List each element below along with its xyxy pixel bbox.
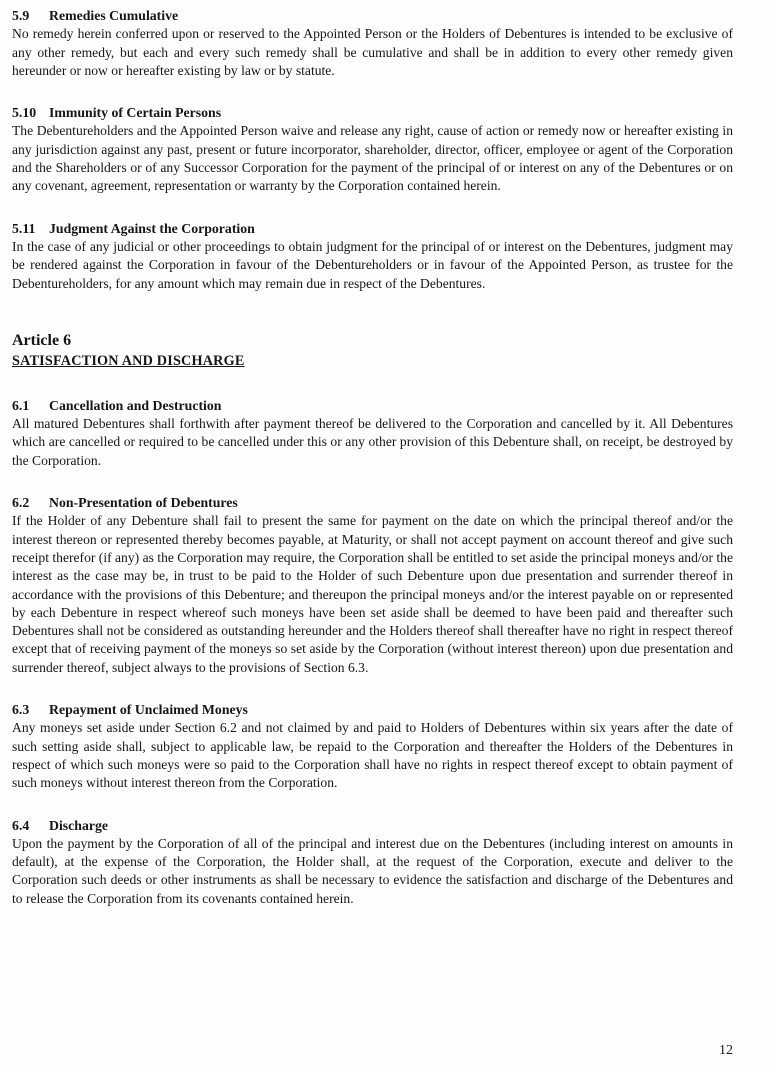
section-heading: [12, 220, 733, 238]
section-number: 5.9: [12, 8, 30, 23]
section-body: In the case of any judicial or other proceedings to obtain judgment for the principal of or interest on the Debentures, judgment may be rendered against the Corporation in favour of the Debentureholders or in favour of the Appointed Person, as trustee for the Debentureholders, for any amount which may remain due in respect of the Debentures.: [12, 238, 733, 291]
section-body: Any moneys set aside under Section 6.2 and not claimed by and paid to Holders of Debentures within six years after the date of such setting aside shall, subject to applicable law, be repaid to the Corporation and thereafter the Holders of the Debentures in respect of which such moneys were so paid to the Corporation shall have no rights in respect thereof except to obtain payment of such moneys without interest thereon from the Corporation.: [12, 720, 733, 791]
section-5-9: [12, 7, 733, 80]
section-title: Discharge: [49, 817, 109, 833]
section-number: 6.2: [12, 495, 30, 511]
section-6-4: [12, 817, 733, 908]
section-heading: [12, 104, 733, 122]
section-body: Upon the payment by the Corporation of all of the principal and interest due on the Debentures (including interest on amounts in default), at the expense of the Corporation, the Holder shall, at the request of the Corporation, execute and deliver to the Corporation such deeds or other instruments as shall be necessary to evidence the satisfaction and discharge of the Debentures and to release the Corporation from its covenants contained herein.: [12, 835, 733, 906]
section-6-2: [12, 494, 733, 677]
section-6-1: [12, 397, 733, 470]
section-number: 6.1: [12, 397, 30, 413]
section-heading: [12, 397, 733, 415]
article-label: Article 6: [12, 331, 72, 349]
section-title: Judgment Against the Corporation: [49, 220, 255, 236]
article-heading: [12, 331, 733, 371]
section-body: The Debentureholders and the Appointed Person waive and release any right, cause of action or remedy now or hereafter existing in any jurisdiction against any past, present or future incorporator, shareholder, director, officer, employee or agent of the Corporation and the Shareholders or of any Successor Corporation for the payment of the principal of or interest on any of the Debentures or on any covenant, agreement, representation or warranty by the Corporation contained herein.: [12, 123, 733, 194]
section-heading: [12, 7, 733, 25]
section-number: 5.10: [12, 105, 37, 121]
section-5-11: [12, 220, 733, 293]
section-number: 6.3: [12, 702, 30, 718]
section-title: Remedies Cumulative: [49, 8, 179, 23]
section-title: Cancellation and Destruction: [49, 397, 222, 413]
section-body: If the Holder of any Debenture shall fail to present the same for payment on the date on which the principal thereof and/or the interest thereon or represented thereby becomes payable, at Maturity, or shall not accept payment on account thereof and give such receipt therefor (if any) as the Corporation may require, the Corporation shall be entitled to set aside the principal moneys and/or the interest as the case may be, in trust to be paid to the Holder of such Debenture upon due presentation and surrender thereof in accordance with the provisions of this Debenture; and thereupon the principal moneys and/or the interest payable on or represented by each Debenture in respect whereof such moneys have been set aside shall be deemed to have been paid and thereafter such Debentures shall not be considered as outstanding hereunder and the Holders thereof shall thereafter have no right in respect thereof except that of receiving payment of the moneys so set aside by the Corporation (without interest thereon) upon due presentation and surrender thereof, subject always to the provisions of Section 6.3.: [12, 513, 733, 675]
section-5-10: [12, 104, 733, 195]
section-heading: [12, 817, 733, 835]
section-number: 5.11: [12, 220, 36, 236]
section-number: 6.4: [12, 817, 30, 833]
section-title: Immunity of Certain Persons: [49, 105, 222, 121]
section-body: No remedy herein conferred upon or reserved to the Appointed Person or the Holders of Debentures is intended to be exclusive of any other remedy, but each and every such remedy shall be cumulative and shall be in addition to every other remedy given hereunder or now or hereafter existing by law or by statute.: [12, 26, 733, 78]
section-heading: [12, 701, 733, 719]
page-number: 12: [719, 1042, 733, 1058]
section-title: Repayment of Unclaimed Moneys: [49, 702, 248, 718]
section-body: All matured Debentures shall forthwith after payment thereof be delivered to the Corporation and cancelled by it. All Debentures which are cancelled or required to be cancelled under this or any other provision of this Debenture shall, on receipt, be destroyed by the Corporation.: [12, 416, 733, 468]
article-title: SATISFACTION AND DISCHARGE: [12, 352, 245, 369]
section-title: Non-Presentation of Debentures: [49, 495, 238, 511]
section-heading: [12, 494, 733, 512]
section-6-3: [12, 701, 733, 792]
